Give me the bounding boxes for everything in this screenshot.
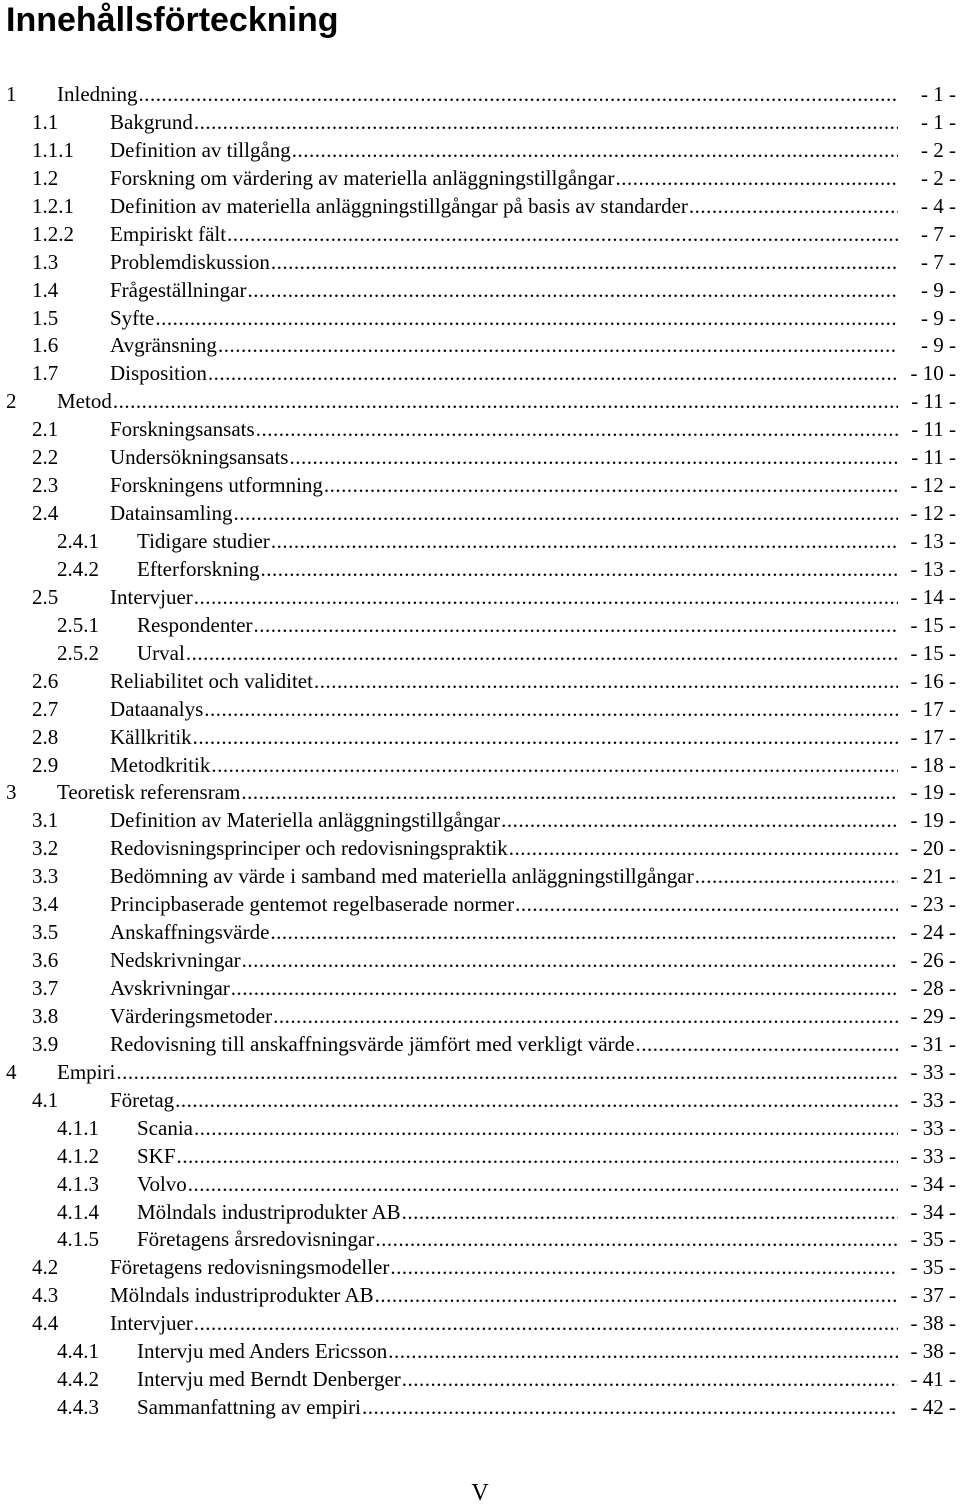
toc-entry-title[interactable]: SKF xyxy=(137,1143,176,1168)
toc-entry[interactable] xyxy=(0,611,960,639)
dot-leader xyxy=(515,890,898,918)
toc-entry[interactable] xyxy=(0,1142,960,1170)
toc-entry-number: 2.5 xyxy=(32,584,59,609)
toc-entry-body xyxy=(110,108,960,136)
toc-entry-body xyxy=(137,1170,960,1198)
toc-entry-body xyxy=(110,443,960,471)
toc-entry[interactable] xyxy=(0,723,960,751)
toc-entry-body xyxy=(137,1198,960,1226)
toc-entry-page: - 12 - xyxy=(910,473,956,498)
toc-entry[interactable] xyxy=(0,555,960,583)
toc-entry-body xyxy=(110,974,960,1002)
toc-entry-number: 4.1.1 xyxy=(57,1115,99,1140)
toc-entry-body xyxy=(110,304,960,332)
toc-entry[interactable] xyxy=(0,1030,960,1058)
toc-entry[interactable] xyxy=(0,1086,960,1114)
dot-leader xyxy=(271,248,898,276)
toc-entry[interactable] xyxy=(0,918,960,946)
toc-entry-number: 4.2 xyxy=(32,1255,59,1280)
dot-leader xyxy=(273,1002,898,1030)
toc-entry-page: - 7 - xyxy=(921,221,956,246)
toc-entry-body xyxy=(110,471,960,499)
toc-entry-number: 2.8 xyxy=(32,724,59,749)
toc-entry-number: 1.1.1 xyxy=(32,137,74,162)
toc-entry-body xyxy=(137,1142,960,1170)
toc-entry-page: - 33 - xyxy=(910,1143,956,1168)
page-number-footer: V xyxy=(471,1480,489,1506)
toc-entry-page: - 23 - xyxy=(910,892,956,917)
toc-entry-number: 3.8 xyxy=(32,1003,59,1028)
toc-entry[interactable] xyxy=(0,1365,960,1393)
dot-leader xyxy=(636,1030,899,1058)
toc-entry[interactable] xyxy=(0,304,960,332)
toc-entry[interactable] xyxy=(0,331,960,359)
toc-entry[interactable] xyxy=(0,778,960,806)
toc-entry-title[interactable]: Intervju med Anders Ericsson xyxy=(137,1339,388,1364)
toc-entry-title[interactable]: Syfte xyxy=(110,305,155,330)
toc-entry-title[interactable]: Avskrivningar xyxy=(110,976,230,1000)
toc-entry-number: 1.3 xyxy=(32,249,59,274)
toc-entry-title[interactable]: Intervjuer xyxy=(110,584,193,609)
dot-leader xyxy=(375,1281,898,1309)
toc-entry-page: - 28 - xyxy=(910,976,956,1000)
toc-entry-page: - 12 - xyxy=(910,501,956,526)
toc-entry[interactable] xyxy=(0,248,960,276)
dot-leader xyxy=(241,778,898,806)
toc-entry-number: 2.9 xyxy=(32,752,59,777)
toc-entry-title[interactable]: Metod xyxy=(57,389,112,414)
dot-leader xyxy=(402,1198,898,1226)
toc-entry-title[interactable]: Forskningens utformning xyxy=(110,473,323,498)
dot-leader xyxy=(175,1086,898,1114)
toc-entry-page: - 13 - xyxy=(910,556,956,581)
toc-entry-body xyxy=(110,862,960,890)
toc-entry-number: 4 xyxy=(6,1059,17,1084)
toc-entry-title[interactable]: Sammanfattning av empiri xyxy=(137,1395,361,1420)
toc-entry-title[interactable]: Respondenter xyxy=(137,612,253,637)
toc-entry-title[interactable]: Definition av Materiella anläggningstillgångar xyxy=(110,808,501,833)
dot-leader xyxy=(227,220,898,248)
toc-entry-number: 1 xyxy=(6,82,17,106)
toc-entry-title[interactable]: Bakgrund xyxy=(110,109,193,134)
toc-entry[interactable] xyxy=(0,806,960,834)
dot-leader xyxy=(314,667,898,695)
toc-entry-page: - 15 - xyxy=(910,612,956,637)
toc-entry[interactable] xyxy=(0,359,960,387)
toc-entry-title[interactable]: Företagens årsredovisningar xyxy=(137,1227,375,1252)
toc-entry[interactable] xyxy=(0,387,960,415)
toc-entry[interactable] xyxy=(0,695,960,723)
toc-entry-number: 1.6 xyxy=(32,333,59,358)
toc-entry-number: 4.4.3 xyxy=(57,1395,99,1420)
toc-entry[interactable] xyxy=(0,1198,960,1226)
toc-entry-page: - 29 - xyxy=(910,1003,956,1028)
toc-entry-body xyxy=(110,918,960,946)
toc-entry[interactable] xyxy=(0,443,960,471)
toc-entry-title[interactable]: Volvo xyxy=(137,1171,187,1196)
toc-entry[interactable] xyxy=(0,1253,960,1281)
toc-entry-number: 1.2.1 xyxy=(32,193,74,218)
toc-entry-body xyxy=(57,387,960,415)
toc-entry-body xyxy=(110,415,960,443)
dot-leader xyxy=(113,387,898,415)
toc-entry-page: - 42 - xyxy=(910,1395,956,1420)
dot-leader xyxy=(194,583,898,611)
toc-entry-title[interactable]: Företag xyxy=(110,1087,175,1112)
toc-entry-page: - 38 - xyxy=(910,1311,956,1336)
toc-entry-title[interactable]: Redovisningsprinciper och redovisningspraktik xyxy=(110,836,508,861)
dot-leader xyxy=(270,918,898,946)
toc-entry-number: 3.9 xyxy=(32,1031,59,1056)
toc-entry-number: 3.5 xyxy=(32,920,59,945)
dot-leader xyxy=(615,164,898,192)
toc-entry-title[interactable]: Empiriskt fält xyxy=(110,221,227,246)
toc-entry-page: - 33 - xyxy=(910,1059,956,1084)
dot-leader xyxy=(204,695,898,723)
toc-entry-title[interactable]: Scania xyxy=(137,1115,193,1140)
toc-entry-body xyxy=(110,1002,960,1030)
toc-entry-title[interactable]: Källkritik xyxy=(110,724,192,749)
toc-entry-title[interactable]: Empiri xyxy=(57,1059,116,1084)
toc-entry-body xyxy=(110,248,960,276)
toc-entry-body xyxy=(137,1365,960,1393)
toc-entry-number: 2.1 xyxy=(32,417,59,442)
toc-entry-number: 2.5.1 xyxy=(57,612,99,637)
toc-entry-number: 3.6 xyxy=(32,948,59,973)
toc-entry[interactable] xyxy=(0,890,960,918)
dot-leader xyxy=(501,806,898,834)
toc-entry-page: - 2 - xyxy=(921,137,956,162)
toc-entry-body xyxy=(57,778,960,806)
toc-entry-page: - 31 - xyxy=(910,1031,956,1056)
dot-leader xyxy=(362,1393,898,1421)
toc-entry-title[interactable]: Efterforskning xyxy=(137,556,260,581)
toc-entry-page: - 11 - xyxy=(911,389,956,414)
toc-entry-number: 3.2 xyxy=(32,836,59,861)
toc-entry-body xyxy=(110,806,960,834)
toc-entry[interactable] xyxy=(0,834,960,862)
toc-entry-body xyxy=(110,890,960,918)
toc-entry[interactable] xyxy=(0,1309,960,1337)
toc-entry-body xyxy=(137,639,960,667)
toc-entry-page: - 17 - xyxy=(910,724,956,749)
toc-entry-title[interactable]: Inledning xyxy=(57,82,138,106)
toc-entry-number: 1.2 xyxy=(32,165,59,190)
toc-entry-page: - 33 - xyxy=(910,1087,956,1112)
dot-leader xyxy=(253,611,898,639)
toc-entry-body xyxy=(110,1309,960,1337)
toc-entry-number: 2 xyxy=(6,389,17,414)
toc-entry[interactable] xyxy=(0,974,960,1002)
dot-leader xyxy=(177,1142,898,1170)
toc-entry-number: 3 xyxy=(6,780,17,805)
toc-entry-body xyxy=(137,1225,960,1253)
page-title: Innehållsförteckning xyxy=(6,1,339,39)
toc-entry-title[interactable]: Anskaffningsvärde xyxy=(110,920,270,945)
toc-entry-page: - 26 - xyxy=(910,948,956,973)
toc-entry-page: - 11 - xyxy=(911,417,956,442)
toc-entry-number: 2.3 xyxy=(32,473,59,498)
toc-entry-title[interactable]: Problemdiskussion xyxy=(110,249,270,274)
toc-entry[interactable] xyxy=(0,164,960,192)
toc-entry[interactable] xyxy=(0,192,960,220)
toc-entry-title[interactable]: Undersökningsansats xyxy=(110,445,289,470)
toc-entry-title[interactable]: Frågeställningar xyxy=(110,277,247,302)
dot-leader xyxy=(138,80,898,108)
toc-entry-body xyxy=(137,1393,960,1421)
toc-entry-body xyxy=(110,667,960,695)
toc-entry-body xyxy=(137,527,960,555)
toc-entry-title[interactable]: Forskningsansats xyxy=(110,417,255,442)
toc-entry-body xyxy=(110,220,960,248)
dot-leader xyxy=(211,751,898,779)
toc-entry-number: 2.5.2 xyxy=(57,640,99,665)
toc-entry-number: 4.4.2 xyxy=(57,1367,99,1392)
toc-entry[interactable] xyxy=(0,1058,960,1086)
dot-leader xyxy=(247,276,898,304)
toc-entry-page: - 9 - xyxy=(921,277,956,302)
toc-entry-body xyxy=(110,192,960,220)
toc-entry-body xyxy=(110,1253,960,1281)
toc-entry-title[interactable]: Mölndals industriprodukter AB xyxy=(137,1199,401,1224)
toc-entry-title[interactable]: Principbaserade gentemot regelbaserade normer xyxy=(110,892,515,917)
toc-entry-title[interactable]: Avgränsning xyxy=(110,333,217,358)
toc-entry-body xyxy=(110,695,960,723)
dot-leader xyxy=(324,471,898,499)
toc-entry[interactable] xyxy=(0,583,960,611)
dot-leader xyxy=(194,1114,898,1142)
toc-entry-title[interactable]: Datainsamling xyxy=(110,501,233,526)
dot-leader xyxy=(188,1170,898,1198)
toc-entry-body xyxy=(110,583,960,611)
toc-entry-page: - 10 - xyxy=(910,361,956,386)
toc-entry-number: 3.7 xyxy=(32,976,59,1000)
toc-entry-title[interactable]: Mölndals industriprodukter AB xyxy=(110,1283,374,1308)
toc-entry-number: 4.1.2 xyxy=(57,1143,99,1168)
toc-entry[interactable] xyxy=(0,471,960,499)
toc-entry-title[interactable]: Bedömning av värde i samband med materiella anläggningstillgångar xyxy=(110,864,694,889)
toc-entry-title[interactable]: Definition av materiella anläggningstillgångar på basis av standarder xyxy=(110,193,688,218)
toc-entry-page: - 7 - xyxy=(921,249,956,274)
dot-leader xyxy=(271,527,898,555)
toc-entry-title[interactable]: Nedskrivningar xyxy=(110,948,241,973)
toc-entry-page: - 11 - xyxy=(911,445,956,470)
toc-entry-body xyxy=(110,136,960,164)
toc-entry-body xyxy=(110,331,960,359)
toc-entry-number: 2.4 xyxy=(32,501,59,526)
dot-leader xyxy=(116,1058,898,1086)
toc-entry-page: - 38 - xyxy=(910,1339,956,1364)
toc-entry-page: - 1 - xyxy=(921,82,956,106)
toc-entry-page: - 16 - xyxy=(910,668,956,693)
toc-entry-page: - 41 - xyxy=(910,1367,956,1392)
toc-entry-body xyxy=(137,1337,960,1365)
toc-entry-title[interactable]: Teoretisk referensram xyxy=(57,780,241,805)
toc-entry[interactable] xyxy=(0,1281,960,1309)
toc-entry-body xyxy=(110,723,960,751)
toc-entry-body xyxy=(110,1030,960,1058)
toc-entry-number: 4.4 xyxy=(32,1311,59,1336)
toc-entry-number: 1.4 xyxy=(32,277,59,302)
toc-entry-number: 4.1.3 xyxy=(57,1171,99,1196)
toc-entry-page: - 9 - xyxy=(921,305,956,330)
toc-entry-title[interactable]: Dataanalys xyxy=(110,696,204,721)
toc-entry-body xyxy=(137,1114,960,1142)
dot-leader xyxy=(289,443,898,471)
toc-entry-title[interactable]: Intervjuer xyxy=(110,1311,193,1336)
toc-entry-page: - 19 - xyxy=(910,808,956,833)
toc-entry-title[interactable]: Forskning om värdering av materiella anläggningstillgångar xyxy=(110,165,615,190)
toc-entry-number: 3.1 xyxy=(32,808,59,833)
dot-leader xyxy=(375,1225,898,1253)
dot-leader xyxy=(233,499,898,527)
table-of-contents xyxy=(0,80,960,1421)
toc-entry-title[interactable]: Företagens redovisningsmodeller xyxy=(110,1255,390,1280)
toc-entry-page: - 17 - xyxy=(910,696,956,721)
toc-entry-page: - 37 - xyxy=(910,1283,956,1308)
toc-entry-page: - 2 - xyxy=(921,165,956,190)
dot-leader xyxy=(388,1337,898,1365)
toc-entry-page: - 33 - xyxy=(910,1115,956,1140)
toc-entry-page: - 34 - xyxy=(910,1199,956,1224)
dot-leader xyxy=(194,1309,898,1337)
toc-entry-title[interactable]: Tidigare studier xyxy=(137,529,270,553)
toc-entry[interactable] xyxy=(0,415,960,443)
toc-entry-page: - 9 - xyxy=(921,333,956,358)
dot-leader xyxy=(260,555,898,583)
toc-entry-title[interactable]: Redovisning till anskaffningsvärde jämfört med verkligt värde xyxy=(110,1031,635,1056)
toc-entry[interactable] xyxy=(0,527,960,555)
toc-entry[interactable] xyxy=(0,1225,960,1253)
toc-entry-number: 2.2 xyxy=(32,445,59,470)
dot-leader xyxy=(256,415,898,443)
dot-leader xyxy=(186,639,898,667)
toc-entry[interactable] xyxy=(0,80,960,108)
toc-entry-number: 4.3 xyxy=(32,1283,59,1308)
toc-entry[interactable] xyxy=(0,1114,960,1142)
toc-entry-title[interactable]: Disposition xyxy=(110,361,207,386)
toc-entry[interactable] xyxy=(0,1337,960,1365)
toc-entry-title[interactable]: Definition av tillgång xyxy=(110,137,291,162)
dot-leader xyxy=(292,136,898,164)
toc-entry-page: - 4 - xyxy=(921,193,956,218)
toc-entry-body xyxy=(110,276,960,304)
dot-leader xyxy=(695,862,898,890)
toc-entry-page: - 13 - xyxy=(910,529,956,553)
toc-entry-number: 1.1 xyxy=(32,109,59,134)
toc-entry-number: 4.4.1 xyxy=(57,1339,99,1364)
toc-entry[interactable] xyxy=(0,946,960,974)
toc-entry-number: 1.7 xyxy=(32,361,59,386)
dot-leader xyxy=(208,359,898,387)
toc-entry-page: - 15 - xyxy=(910,640,956,665)
toc-entry-number: 2.4.1 xyxy=(57,529,99,553)
toc-entry-page: - 20 - xyxy=(910,836,956,861)
toc-entry[interactable] xyxy=(0,220,960,248)
toc-entry-number: 1.5 xyxy=(32,305,59,330)
toc-entry-number: 4.1.5 xyxy=(57,1227,99,1252)
toc-entry-page: - 24 - xyxy=(910,920,956,945)
dot-leader xyxy=(218,331,898,359)
dot-leader xyxy=(231,974,898,1002)
toc-entry[interactable] xyxy=(0,1002,960,1030)
toc-entry-body xyxy=(110,834,960,862)
dot-leader xyxy=(193,723,898,751)
toc-entry-page: - 35 - xyxy=(910,1227,956,1252)
dot-leader xyxy=(194,108,898,136)
dot-leader xyxy=(402,1365,898,1393)
toc-entry-number: 4.1 xyxy=(32,1087,59,1112)
toc-entry-page: - 21 - xyxy=(910,864,956,889)
toc-entry-body xyxy=(110,751,960,779)
toc-entry-body xyxy=(110,1281,960,1309)
toc-entry-body xyxy=(110,359,960,387)
toc-entry-body xyxy=(137,611,960,639)
toc-entry[interactable] xyxy=(0,276,960,304)
toc-entry-title[interactable]: Intervju med Berndt Denberger xyxy=(137,1367,401,1392)
toc-entry[interactable] xyxy=(0,499,960,527)
toc-entry-page: - 19 - xyxy=(910,780,956,805)
toc-entry-page: - 35 - xyxy=(910,1255,956,1280)
dot-leader xyxy=(509,834,898,862)
toc-entry-number: 2.4.2 xyxy=(57,556,99,581)
toc-entry[interactable] xyxy=(0,862,960,890)
toc-entry-number: 4.1.4 xyxy=(57,1199,99,1224)
toc-entry-body xyxy=(110,164,960,192)
toc-entry[interactable] xyxy=(0,1393,960,1421)
dot-leader xyxy=(390,1253,898,1281)
toc-entry-number: 3.3 xyxy=(32,864,59,889)
toc-entry-number: 2.6 xyxy=(32,668,59,693)
toc-entry-page: - 1 - xyxy=(921,109,956,134)
toc-entry-body xyxy=(110,1086,960,1114)
toc-entry-page: - 14 - xyxy=(910,584,956,609)
toc-entry-title[interactable]: Värderingsmetoder xyxy=(110,1003,273,1028)
toc-entry-page: - 34 - xyxy=(910,1171,956,1196)
dot-leader xyxy=(155,304,898,332)
toc-entry-body xyxy=(110,946,960,974)
toc-entry-title[interactable]: Urval xyxy=(137,640,185,665)
toc-entry-body xyxy=(137,555,960,583)
toc-entry[interactable] xyxy=(0,1170,960,1198)
dot-leader xyxy=(242,946,898,974)
toc-entry-page: - 18 - xyxy=(910,752,956,777)
toc-entry-body xyxy=(57,80,960,108)
toc-entry-body xyxy=(110,499,960,527)
toc-entry-body xyxy=(57,1058,960,1086)
toc-entry[interactable] xyxy=(0,639,960,667)
toc-entry-number: 1.2.2 xyxy=(32,221,74,246)
toc-entry-title[interactable]: Reliabilitet och validitet xyxy=(110,668,313,693)
toc-entry[interactable] xyxy=(0,751,960,779)
toc-entry[interactable] xyxy=(0,667,960,695)
toc-entry-number: 2.7 xyxy=(32,696,59,721)
toc-entry[interactable] xyxy=(0,136,960,164)
dot-leader xyxy=(689,192,898,220)
toc-entry[interactable] xyxy=(0,108,960,136)
toc-entry-number: 3.4 xyxy=(32,892,59,917)
toc-entry-title[interactable]: Metodkritik xyxy=(110,752,211,777)
